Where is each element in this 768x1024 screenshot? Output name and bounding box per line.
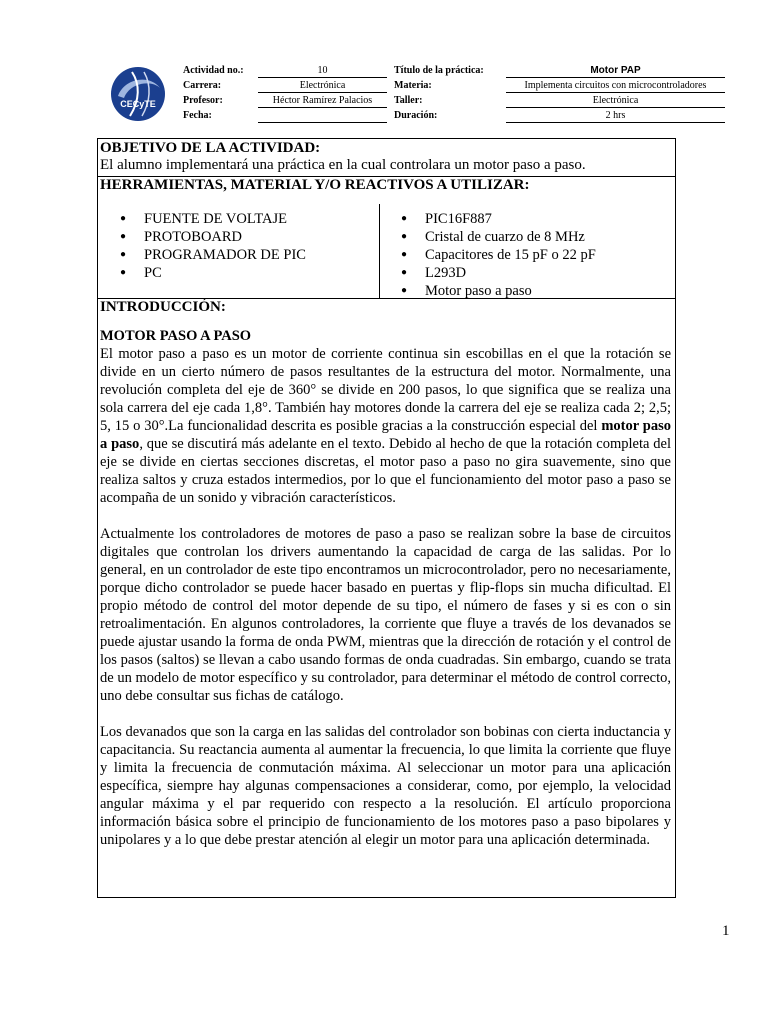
career-value: Electrónica xyxy=(258,79,387,93)
date-label: Fecha: xyxy=(183,110,212,121)
list-item: ● L293D xyxy=(401,265,467,281)
introduction-subtitle: MOTOR PASO A PASO xyxy=(100,328,252,344)
bullet-icon: ● xyxy=(120,231,127,242)
header-info xyxy=(183,64,725,124)
bullet-icon: ● xyxy=(120,267,127,278)
introduction-title: INTRODUCCIÓN: xyxy=(100,299,226,315)
list-item: ● Cristal de cuarzo de 8 MHz xyxy=(401,229,585,245)
header-row-teacher xyxy=(183,94,725,109)
list-item: ● Motor paso a paso xyxy=(401,283,532,299)
introduction-paragraph-3: Los devanados que son la carga en las salidas del controlador son bobinas con cierta inductancia y capacitancia. Su reactancia aumenta al aumentar la frecuencia, lo que limita la corriente que fluye y limita la frecuencia de conmutación máxima. Al seleccionar un motor para una aplicación específica, siempre hay algunas compensaciones a considerar, como, por ejemplo, la velocidad angular máxima y el par requerido con respecto a la resolución. El artículo proporciona información básica sobre el principio de funcionamiento de los motores paso a paso bipolares y unipolares y a lo que debe prestar atención al elegir un motor para una aplicación determinada. xyxy=(100,724,671,848)
bullet-icon: ● xyxy=(401,249,408,260)
tools-right-column xyxy=(379,204,675,298)
bullet-icon: ● xyxy=(401,267,408,278)
teacher-value: Héctor Ramírez Palacios xyxy=(258,94,387,108)
workshop-value: Electrónica xyxy=(506,94,725,108)
list-item: ● FUENTE DE VOLTAJE xyxy=(120,211,288,227)
objective-title: OBJETIVO DE LA ACTIVIDAD: xyxy=(100,140,321,156)
header-row-career xyxy=(183,79,725,94)
introduction-paragraph-2: Actualmente los controladores de motores de paso a paso se realizan sobre la base de circuitos digitales que controlan los drivers aumentando la capacidad de carga de las salidas. Por lo general, en un controlador de este tipo encontramos un microcontrolador, pero no necesariamente, porque dicho controlador se puede hacer basado en puertas y flip-flops sin mucha dificultad. El propio método de control del motor depende de su tipo, el número de fases y si es con o sin retroalimentación. En algunos controladores, la corriente que fluye a través de los devanados se puede ajustar usando la forma de onda PWM, mientras que la dirección de rotación y el control de los pasos (saltos) se llevan a cabo usando formas de onda cuadradas. Sin embargo, cuando se trata de un modelo de motor específico y su controlador, para determinar el método de control correcto, uno debe consultar sus fichas de catálogo. xyxy=(100,526,671,704)
bullet-icon: ● xyxy=(120,213,127,224)
list-item: ● PC xyxy=(120,265,162,281)
header-row-activity xyxy=(183,64,725,79)
list-item: ● PROGRAMADOR DE PIC xyxy=(120,247,306,263)
career-label: Carrera: xyxy=(183,80,222,91)
list-item: ● Capacitores de 15 pF o 22 pF xyxy=(401,247,596,263)
introduction-section xyxy=(98,298,675,897)
duration-label: Duración: xyxy=(394,110,438,121)
bullet-icon: ● xyxy=(401,231,408,242)
practice-title-label: Título de la práctica: xyxy=(394,65,484,76)
list-item: ● PIC16F887 xyxy=(401,211,492,227)
tools-columns xyxy=(98,204,675,298)
activity-value: 10 xyxy=(258,64,387,78)
objective-text: El alumno implementará una práctica en la cual controlara un motor paso a paso. xyxy=(100,157,586,173)
bullet-icon: ● xyxy=(401,213,408,224)
tools-section xyxy=(98,176,675,299)
introduction-paragraph-1: El motor paso a paso es un motor de corriente continua sin escobillas en el que la rotación se divide en un cierto número de pasos resultantes de la estructura del motor. Normalmente, una revolución completa del eje de 360° se divide en 200 pasos, lo que significa que se realiza una sola carrera del eje cada 1,8°. También hay motores donde la carrera del eje se realiza cada 2; 2,5; 5, 15 o 30°.La funcionalidad descrita es posible gracias a la construcción especial del motor paso a paso, que se discutirá más adelante en el texto. Debido al hecho de que la rotación completa del eje se divide en ciertas secciones discretas, el motor paso a paso no gira suavemente, sino que realiza saltos y cruza estados intermedios, por lo que el funcionamiento del motor paso a paso se acompaña de un sonido y vibración característicos. xyxy=(100,346,671,506)
teacher-label: Profesor: xyxy=(183,95,223,106)
duration-value: 2 hrs xyxy=(506,109,725,123)
date-value xyxy=(258,109,387,123)
tools-title: HERRAMIENTAS, MATERIAL Y/O REACTIVOS A UTILIZAR: xyxy=(100,177,530,193)
header-row-date xyxy=(183,109,725,124)
activity-sheet xyxy=(97,138,676,898)
tools-left-column xyxy=(98,204,380,298)
subject-label: Materia: xyxy=(394,80,432,91)
list-item: ● PROTOBOARD xyxy=(120,229,243,245)
objective-section xyxy=(98,139,675,177)
subject-value: Implementa circuitos con microcontroladores xyxy=(506,79,725,93)
practice-title-value: Motor PAP xyxy=(506,64,725,78)
page-number: 1 xyxy=(722,923,730,939)
bullet-icon: ● xyxy=(120,249,127,260)
workshop-label: Taller: xyxy=(394,95,423,106)
cecyte-logo xyxy=(110,66,166,122)
activity-label: Actividad no.: xyxy=(183,65,244,76)
svg-text:CECyTE: CECyTE xyxy=(120,99,156,109)
bullet-icon: ● xyxy=(401,285,408,296)
